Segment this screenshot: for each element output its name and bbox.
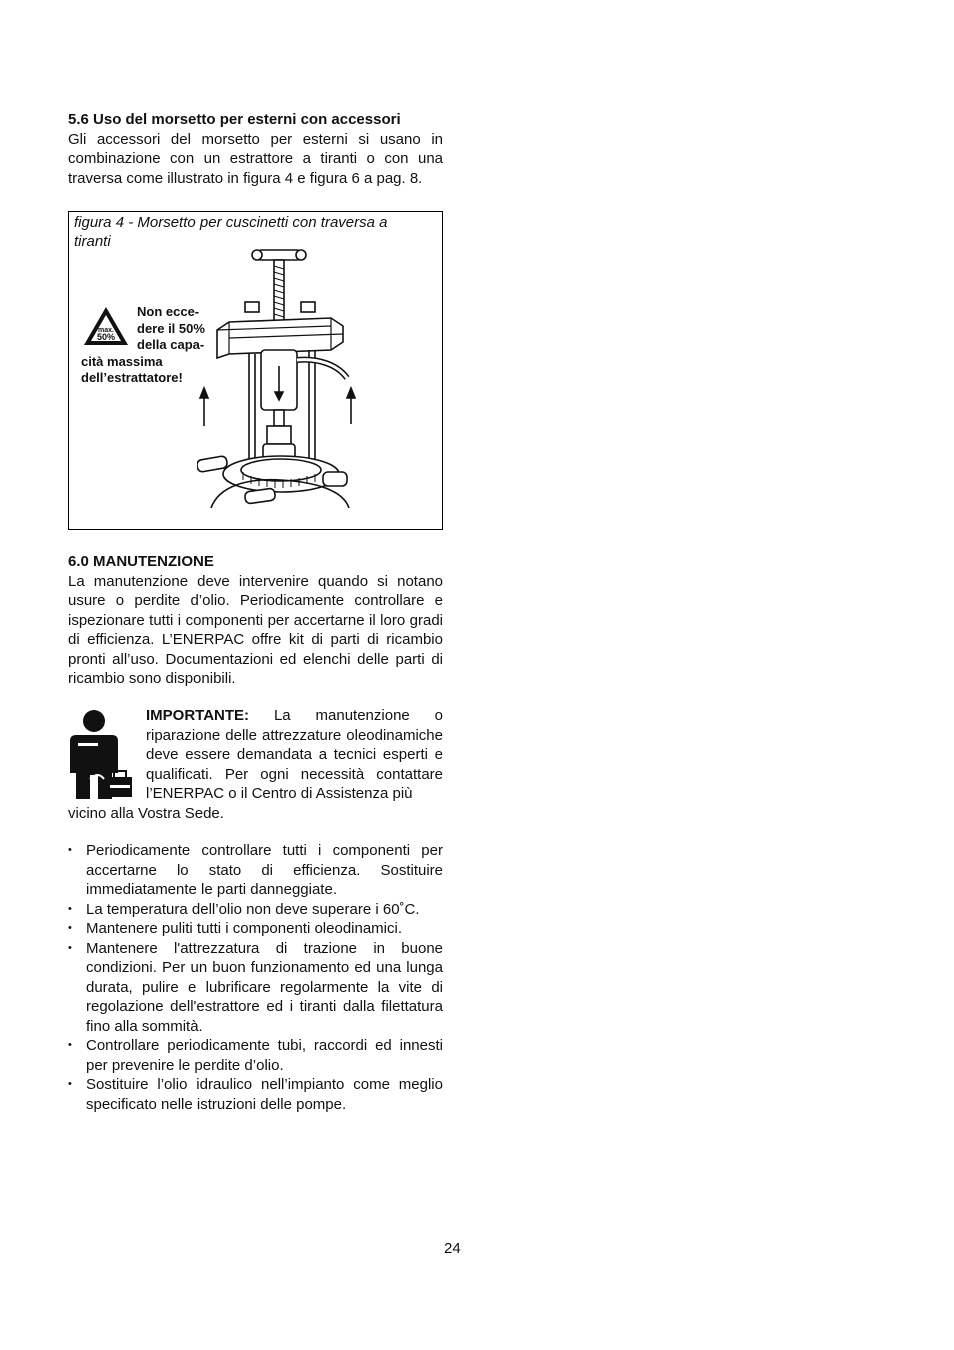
warning-line-1: Non ecce- [137,304,200,319]
technician-with-toolbox-icon [68,709,134,801]
list-item: • Mantenere puliti tutti i componenti oleodinamici. [68,919,443,939]
section-5-6-body: Gli accessori del morsetto per esterni si usano in combinazione con un estrattore a tiranti o con una traversa come illustrato in figura 4 e figura 6 a pag. 8. [68,130,443,187]
section-5-6-title: 5.6 Uso del morsetto per esterni con accessori [68,111,401,128]
warning-line-5: dell’estrattatore! [81,370,183,385]
page-number: 24 [444,1240,461,1257]
warning-line-3: della capa- [137,337,205,352]
section-6-0-body: La manutenzione deve intervenire quando si notano usure o perdite d’olio. Periodicamente controllare e ispezionare tutti i componenti per accertarne il loro gradi di efficienza. L’ENERPAC offre kit di parti di ricambio pronti all’uso. Documentazioni ed elenchi delle parti di ricambio sono disponibili. [68,572,443,687]
maintenance-bullet-list [68,841,443,1114]
list-item: • Periodicamente controllare tutti i componenti per accertarne lo stato di efficienza. Sostituire immediatamente le parti danneggiate. [68,841,443,900]
list-item: • Sostituire l’olio idraulico nell’impianto come meglio specificato nelle istruzioni delle pompe. [68,1075,443,1114]
bearing-puller-illustration [197,246,357,516]
warning-line-2: dere il 50% [137,320,205,336]
section-6-0 [68,552,443,689]
figure-caption: figura 4 - Morsetto per cuscinetti con traversa a tiranti [74,214,388,250]
important-tail: vicino alla Vostra Sede. [68,804,224,822]
important-text: La manutenzione o riparazione delle attrezzature oleodinamiche deve essere demandata a tecnici esperti e qualificati. Per ogni necessità contattare l’ENERPAC o il Centro di Assistenza più [146,707,443,802]
list-item: • La temperatura dell’olio non deve superare i 60˚C. [68,900,443,920]
figure-4 [68,211,443,530]
important-label: IMPORTANTE: [146,707,250,724]
list-item: • Controllare periodicamente tubi, raccordi ed innesti per prevenire le perdite d’olio. [68,1036,443,1075]
warning-line-4: cità massima [81,353,163,369]
important-note [68,706,443,823]
section-6-0-title: 6.0 MANUTENZIONE [68,553,214,570]
list-item: • Mantenere l'attrezzatura di trazione in buone condizioni. Per un buon funzionamento ed una lunga durata, pulire e lubrificare regolarmente la vite di regolazione dell'estrattore ed i tiranti dalla filettatura fino alla sommità. [68,939,443,1037]
warning-icon-percent-text: 50% [96,332,116,342]
section-5-6 [68,110,443,188]
warning-icon-max-text: max. [98,327,114,334]
